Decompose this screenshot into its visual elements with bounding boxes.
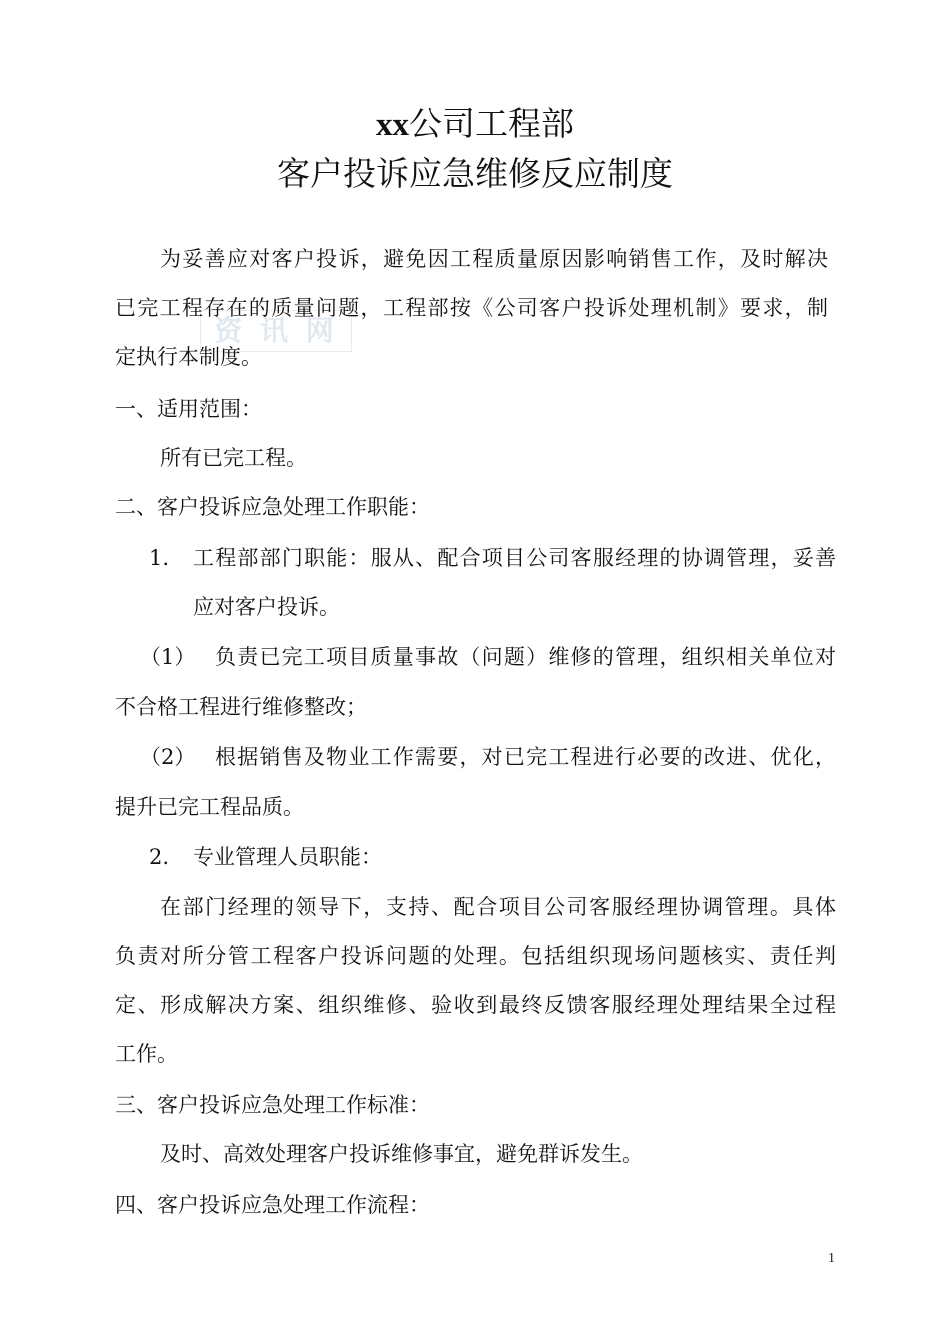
page-number: 1: [828, 1251, 835, 1266]
section-1-content: 所有已完工程。: [160, 446, 307, 470]
item-2-line-2: 负责对所分管工程客户投诉问题的处理。包括组织现场问题核实、责任判: [115, 944, 836, 968]
title-company-name: 公司工程部: [409, 104, 574, 143]
document-title-line-1: [0, 104, 950, 145]
item-2-line-3: 定、形成解决方案、组织维修、验收到最终反馈客服经理处理结果全过程: [115, 993, 836, 1017]
watermark: 资 讯 网: [200, 310, 352, 352]
item-2-number: 2.: [149, 845, 170, 869]
intro-line-1: 为妥善应对客户投诉，避免因工程质量原因影响销售工作，及时解决: [160, 247, 828, 271]
section-3-heading: 三、客户投诉应急处理工作标准：: [115, 1093, 430, 1117]
item-2-heading: 专业管理人员职能：: [193, 845, 382, 869]
sub-item-2-line-1: 根据销售及物业工作需要，对已完工程进行必要的改进、优化，: [215, 745, 836, 769]
title-company-prefix: xx: [376, 107, 409, 143]
sub-item-1-line-2: 不合格工程进行维修整改；: [115, 695, 367, 719]
item-1-number: 1.: [149, 546, 170, 570]
item-1-line-2: 应对客户投诉。: [193, 595, 340, 619]
sub-item-2-line-2: 提升已完工程品质。: [115, 795, 304, 819]
intro-line-3: 定执行本制度。: [115, 345, 262, 369]
intro-line-2: 已完工程存在的质量问题，工程部按《公司客户投诉处理机制》要求，制: [115, 296, 828, 320]
sub-item-1-line-1: 负责已完工项目质量事故（问题）维修的管理，组织相关单位对: [215, 645, 836, 669]
section-3-content: 及时、高效处理客户投诉维修事宜，避免群诉发生。: [160, 1142, 643, 1166]
item-2-line-4: 工作。: [115, 1042, 178, 1066]
sub-item-1-number: （1）: [140, 645, 196, 669]
section-4-heading: 四、客户投诉应急处理工作流程：: [115, 1193, 430, 1217]
sub-item-2-number: （2）: [140, 745, 196, 769]
section-2-heading: 二、客户投诉应急处理工作职能：: [115, 495, 430, 519]
document-title-line-2: 客户投诉应急维修反应制度: [277, 154, 673, 193]
section-1-heading: 一、适用范围：: [115, 397, 262, 421]
item-2-line-1: 在部门经理的领导下，支持、配合项目公司客服经理协调管理。具体: [160, 895, 836, 919]
item-1-line-1: 工程部部门职能：服从、配合项目公司客服经理的协调管理，妥善: [193, 546, 836, 570]
